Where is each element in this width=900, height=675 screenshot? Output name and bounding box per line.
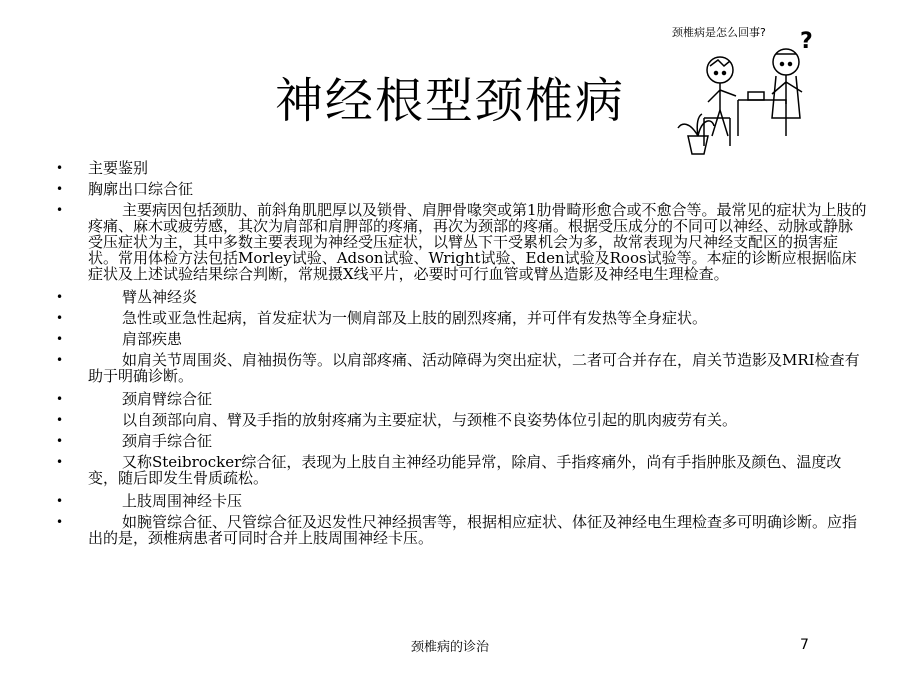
item-text: 胸廓出口综合征: [88, 180, 194, 198]
page-number: 7: [800, 637, 809, 653]
svg-text:?: ?: [800, 29, 813, 54]
cartoon-caption: 颈椎病是怎么回事?: [672, 26, 766, 39]
list-item: [52, 202, 867, 282]
item-text: 肩部疾患: [122, 330, 183, 348]
bullet-dot-icon: •: [56, 455, 64, 469]
slide-footer: 颈椎病的诊治: [410, 640, 489, 655]
bullet-dot-icon: •: [56, 290, 64, 304]
item-text: 如腕管综合征、尺管综合征及迟发性尺神经损害等，根据相应症状、体征及神经电生理检查多可明确诊断。应指出的是，颈椎病患者可同时合并上肢周围神经卡压。: [88, 513, 858, 547]
slide-title: 神经根型颈椎病: [274, 73, 625, 129]
doctor-patient-cartoon-icon: [668, 18, 818, 158]
item-text: 颈肩臂综合征: [122, 390, 213, 408]
list-item: [52, 412, 867, 428]
bullet-dot-icon: •: [56, 515, 64, 529]
list-item: [52, 352, 867, 384]
bullet-dot-icon: •: [56, 392, 64, 406]
item-text: 颈肩手综合征: [122, 432, 213, 450]
item-text: 以自颈部向肩、臂及手指的放射疼痛为主要症状，与颈椎不良姿势体位引起的肌肉疲劳有关。: [122, 411, 738, 429]
bullet-dot-icon: •: [56, 494, 64, 508]
bullet-dot-icon: •: [56, 311, 64, 325]
item-text: 上肢周围神经卡压: [122, 492, 243, 510]
bullet-dot-icon: •: [56, 203, 64, 217]
list-item: [52, 493, 867, 509]
list-item: [52, 310, 867, 326]
list-item: [52, 289, 867, 305]
item-text: 急性或亚急性起病，首发症状为一侧肩部及上肢的剧烈疼痛，并可伴有发热等全身症状。: [122, 309, 708, 327]
bullet-dot-icon: •: [56, 413, 64, 427]
list-item: [52, 181, 867, 197]
item-text: 又称Steibrocker综合征，表现为上肢自主神经功能异常，除肩、手指疼痛外，尚有手指肿胀及颜色、温度改变，随后即发生骨质疏松。: [88, 453, 842, 487]
item-text: 臂丛神经炎: [122, 288, 198, 306]
content-list: [52, 160, 867, 551]
item-text: 主要鉴别: [88, 159, 149, 177]
list-item: [52, 454, 867, 486]
bullet-dot-icon: •: [56, 353, 64, 367]
item-text: 主要病因包括颈肋、前斜角肌肥厚以及锁骨、肩胛骨喙突或第1肋骨畸形愈合或不愈合等。最常见的症状为上肢的疼痛、麻木或疲劳感，其次为肩部和肩胛部的疼痛，再次为颈部的疼痛。根据受压成分的不同可以神经、动脉或静脉受压症状为主，其中多数主要表现为神经受压症状，以臂丛下干受累机会为多，故常表现为尺神经支配区的损害症状。常用体检方法包括Morley试验、Adson试验、Wright试验、Eden试验及Roos试验等。本症的诊断应根据临床症状及上述试验结果综合判断，常规摄X线平片，必要时可行血管或臂丛造影及神经电生理检查。: [88, 201, 867, 283]
item-text: 如肩关节周围炎、肩袖损伤等。以肩部疼痛、活动障碍为突出症状，二者可合并存在，肩关节造影及MRI检查有助于明确诊断。: [88, 351, 860, 385]
bullet-dot-icon: •: [56, 161, 64, 175]
list-item: [52, 433, 867, 449]
list-item: [52, 514, 867, 546]
bullet-dot-icon: •: [56, 182, 64, 196]
list-item: [52, 160, 867, 176]
bullet-dot-icon: •: [56, 434, 64, 448]
list-item: [52, 331, 867, 347]
list-item: [52, 391, 867, 407]
bullet-dot-icon: •: [56, 332, 64, 346]
